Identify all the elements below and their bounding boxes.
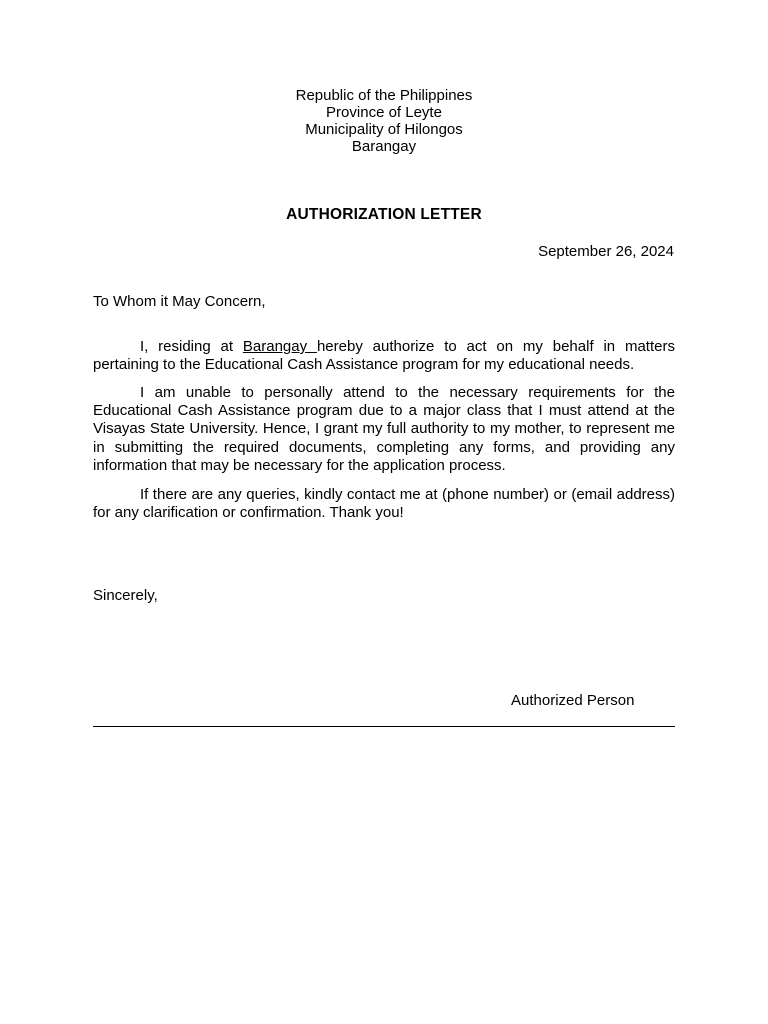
signature-line <box>93 726 675 727</box>
letter-date: September 26, 2024 <box>538 243 674 260</box>
paragraph-authorization-start: I, residing at <box>140 338 243 355</box>
letterhead <box>0 87 768 155</box>
letterhead-country: Republic of the Philippines <box>295 87 473 104</box>
letterhead-municipality: Municipality of Hilongos <box>305 121 463 138</box>
paragraph-reason: I am unable to personally attend to the necessary requirements for the Educational Cash Assistance program due to a major class that I must attend at the Visayas State University. Hence, I grant my full authority to my mother, to represent me in submitting the required documents, completing any forms, and providing any information that may be necessary for the application process. <box>93 384 675 474</box>
paragraph-authorization <box>93 338 675 374</box>
salutation: To Whom it May Concern, <box>93 293 266 310</box>
paragraph-authorization-end: hereby authorize to act on my behalf in matters pertaining to the Educational Cash Assistance program for my educational needs. <box>93 338 675 374</box>
closing: Sincerely, <box>93 587 158 604</box>
residence-barangay: Barangay <box>242 338 317 355</box>
letterhead-province: Province of Leyte <box>326 104 442 121</box>
letter-title: AUTHORIZATION LETTER <box>286 206 482 223</box>
letterhead-barangay: Barangay <box>351 138 417 155</box>
paragraph-contact: If there are any queries, kindly contact me at (phone number) or (email address) for any clarification or confirmation. Thank you! <box>93 486 675 522</box>
signatory-label: Authorized Person <box>511 692 635 709</box>
